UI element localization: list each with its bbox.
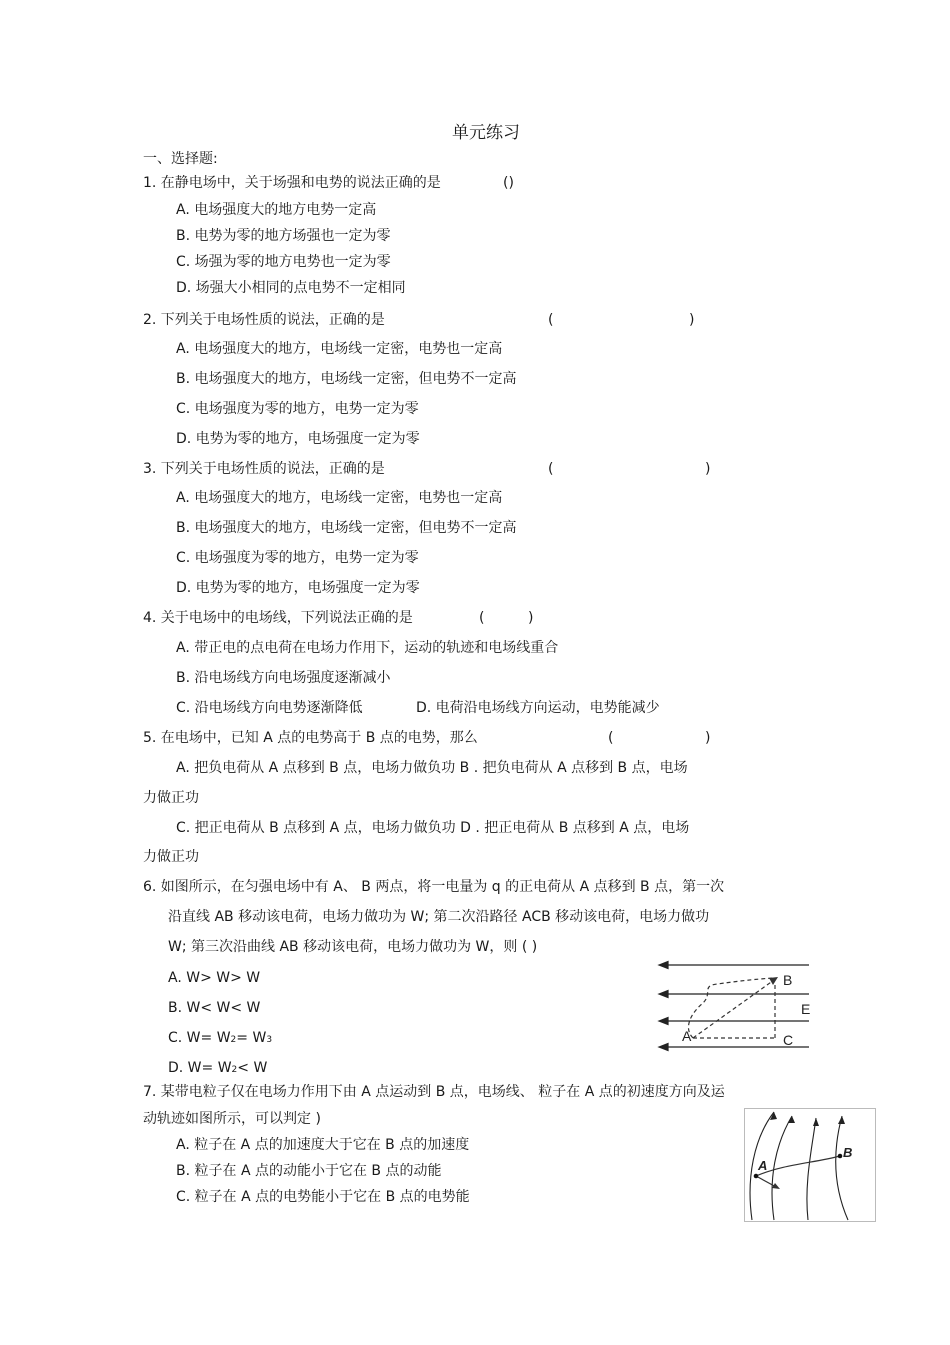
- arrow-head-icon: [769, 977, 778, 985]
- q4-paren-open: (: [479, 610, 485, 626]
- point-b-dot: [838, 1154, 843, 1159]
- q1-stem: 1. 在静电场中，关于场强和电势的说法正确的是: [143, 175, 441, 191]
- section-heading: 一、选择题:: [143, 151, 218, 167]
- q6-option-c: C. W= W2= W3: [168, 1030, 273, 1046]
- q1-answer-paren: (): [503, 175, 514, 191]
- q6-field-diagram: [655, 958, 817, 1058]
- q4-stem: 4. 关于电场中的电场线，下列说法正确的是: [143, 610, 413, 626]
- paths-ab-acb: [688, 978, 775, 1038]
- q5-options-ab-cont: 力做正功: [143, 790, 199, 806]
- q6-option-a: A. W> W> W: [168, 970, 261, 986]
- q6-stem-line1: 6. 如图所示，在匀强电场中有 A、 B 两点，将一电量为 q 的正电荷从 A 点移到 B 点，第一次: [143, 879, 725, 895]
- velocity-arrow-icon: [772, 1183, 780, 1189]
- q6-stem-line2: 沿直线 AB 移动该电荷，电场力做功为 W; 第二次沿路径 ACB 移动该电荷，电场力做功: [168, 909, 710, 925]
- field-e-label: E: [801, 1001, 811, 1017]
- q5-options-cd: C. 把正电荷从 B 点移到 A 点，电场力做负功 D . 把正电荷从 B 点移到 A 点，电场: [176, 820, 690, 836]
- q5-paren-close: ): [705, 730, 711, 746]
- q4-option-a: A. 带正电的点电荷在电场力作用下，运动的轨迹和电场线重合: [176, 640, 559, 656]
- q5-options-ab: A. 把负电荷从 A 点移到 B 点，电场力做负功 B . 把负电荷从 A 点移到 B 点，电场: [176, 760, 688, 776]
- q4-option-c: C. 沿电场线方向电势逐渐降低: [176, 700, 363, 716]
- q7-option-a: A. 粒子在 A 点的加速度大于它在 B 点的加速度: [176, 1137, 470, 1153]
- point-a-dot: [754, 1174, 759, 1179]
- page-title: 单元练习: [452, 123, 520, 143]
- q2-stem: 2. 下列关于电场性质的说法，正确的是: [143, 312, 385, 328]
- q1-option-b: B. 电势为零的地方场强也一定为零: [176, 228, 391, 244]
- trajectory-path: [756, 1156, 840, 1176]
- field-arrowheads: [770, 1112, 845, 1126]
- q1-option-a: A. 电场强度大的地方电势一定高: [176, 202, 377, 218]
- q7-option-b: B. 粒子在 A 点的动能小于它在 B 点的动能: [176, 1163, 442, 1179]
- q7-trajectory-diagram: [744, 1108, 876, 1222]
- point-c-label: C: [783, 1032, 794, 1048]
- q2-option-c: C. 电场强度为零的地方，电势一定为零: [176, 401, 419, 417]
- q7-option-c: C. 粒子在 A 点的电势能小于它在 B 点的电势能: [176, 1189, 470, 1205]
- q4-option-b: B. 沿电场线方向电场强度逐渐减小: [176, 670, 391, 686]
- q1-option-c: C. 场强为零的地方电势也一定为零: [176, 254, 391, 270]
- q7-stem-line1: 7. 某带电粒子仅在电场力作用下由 A 点运动到 B 点，电场线、 粒子在 A 点的初速度方向及运: [143, 1084, 725, 1100]
- q5-paren-open: (: [608, 730, 614, 746]
- q6-stem-line3: W; 第三次沿曲线 AB 移动该电荷，电场力做功为 W，则 ( ): [168, 939, 538, 955]
- q7-stem-line2: 动轨迹如图所示，可以判定 ): [143, 1111, 321, 1127]
- q2-paren-close: ): [689, 312, 695, 328]
- q2-paren-open: (: [548, 312, 554, 328]
- q5-options-cd-cont: 力做正功: [143, 849, 199, 865]
- q3-option-a: A. 电场强度大的地方，电场线一定密，电势也一定高: [176, 490, 503, 506]
- point-b-label: B: [843, 1145, 853, 1160]
- q4-paren-close: ): [528, 610, 534, 626]
- q3-option-c: C. 电场强度为零的地方，电势一定为零: [176, 550, 419, 566]
- q3-stem: 3. 下列关于电场性质的说法，正确的是: [143, 461, 385, 477]
- q3-option-d: D. 电势为零的地方，电场强度一定为零: [176, 580, 420, 596]
- q3-option-b: B. 电场强度大的地方，电场线一定密，但电势不一定高: [176, 520, 517, 536]
- point-a-label: A: [682, 1028, 692, 1044]
- q6-option-d: D. W= W2< W: [168, 1060, 268, 1076]
- q3-paren-close: ): [705, 461, 711, 477]
- q4-option-d: D. 电荷沿电场线方向运动，电势能减少: [416, 700, 660, 716]
- q1-option-d: D. 场强大小相同的点电势不一定相同: [176, 280, 406, 296]
- q3-paren-open: (: [548, 461, 554, 477]
- point-a-label: A: [758, 1158, 768, 1173]
- q6-option-b: B. W< W< W: [168, 1000, 261, 1016]
- q2-option-a: A. 电场强度大的地方，电场线一定密，电势也一定高: [176, 341, 503, 357]
- q5-stem: 5. 在电场中，已知 A 点的电势高于 B 点的电势，那么: [143, 730, 478, 746]
- q2-option-d: D. 电势为零的地方，电场强度一定为零: [176, 431, 420, 447]
- q2-option-b: B. 电场强度大的地方，电场线一定密，但电势不一定高: [176, 371, 517, 387]
- point-b-label: B: [783, 972, 793, 988]
